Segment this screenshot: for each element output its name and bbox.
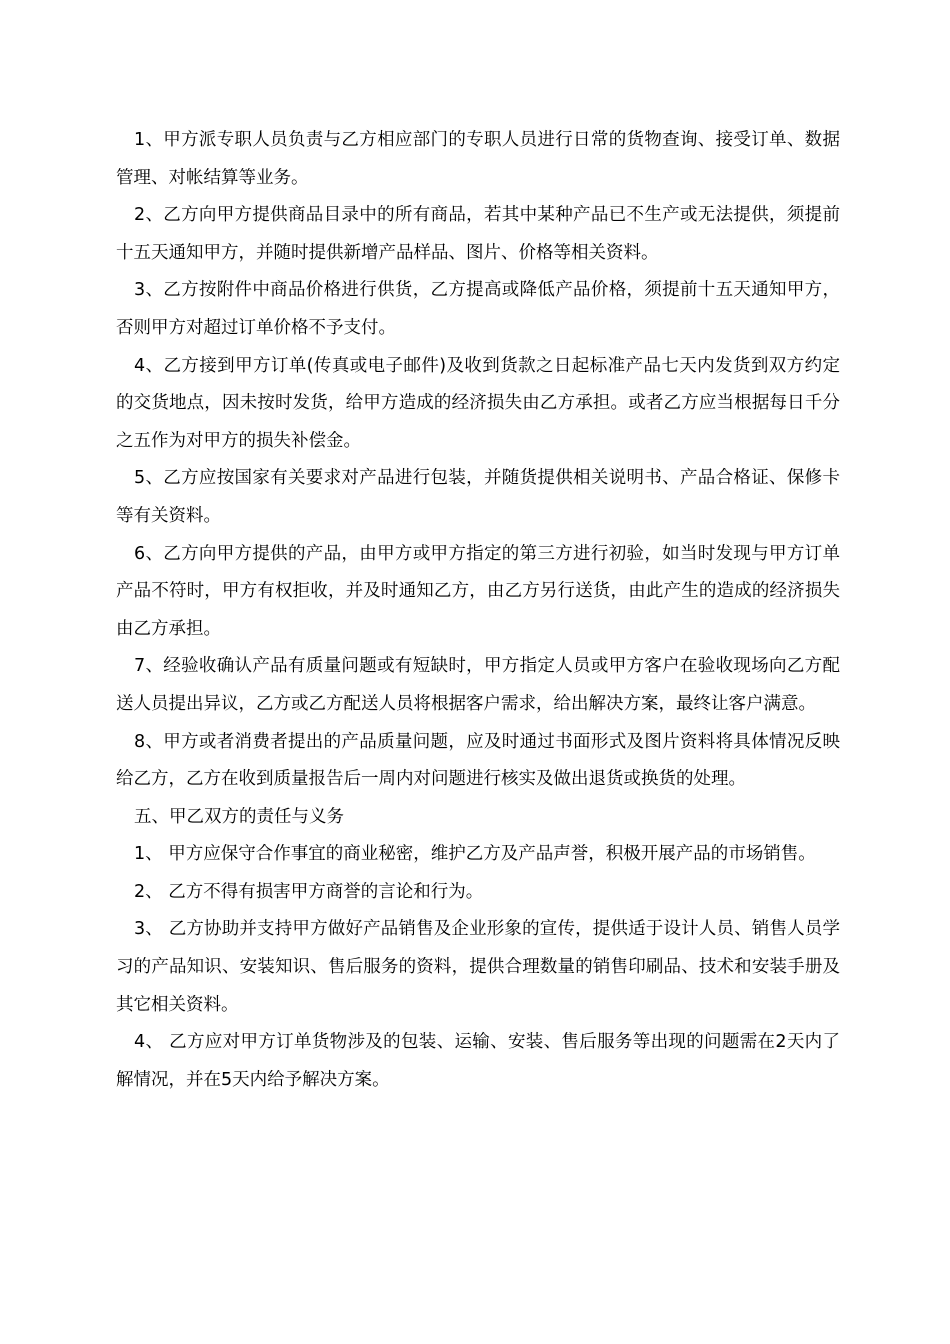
section-heading: 五、甲乙双方的责任与义务 — [134, 806, 344, 827]
clause-8: 8、甲方或者消费者提出的产品质量问题，应及时通过书面形式及图片资料将具体情况反映给乙方，乙方在收到质量报告后一周内对问题进行核实及做出退货或换货的处理。 — [116, 731, 840, 790]
clause-2: 2、乙方向甲方提供商品目录中的所有商品，若其中某种产品已不生产或无法提供，须提前十五天通知甲方，并随时提供新增产品样品、图片、价格等相关资料。 — [116, 205, 840, 263]
duty-2: 2、 乙方不得有损害甲方商誉的言论和行为。 — [134, 881, 484, 902]
duty-1: 1、 甲方应保守合作事宜的商业秘密，维护乙方及产品声誉，积极开展产品的市场销售。 — [134, 844, 816, 865]
duty-4: 4、 乙方应对甲方订单货物涉及的包装、运输、安装、售后服务等出现的问题需在2天内了解情况，并在5天内给予解决方案。 — [116, 1032, 840, 1090]
clause-6: 6、乙方向甲方提供的产品，由甲方或甲方指定的第三方进行初验，如当时发现与甲方订单产品不符时，甲方有权拒收，并及时通知乙方，由乙方另行送货，由此产生的造成的经济损失由乙方承担。 — [116, 543, 840, 639]
duty-3: 3、 乙方协助并支持甲方做好产品销售及企业形象的宣传，提供适于设计人员、销售人员学习的产品知识、安装知识、售后服务的资料，提供合理数量的销售印刷品、技术和安装手册及其它相关资料。 — [116, 919, 840, 1015]
document-body — [116, 122, 840, 1099]
clause-4: 4、乙方接到甲方订单(传真或电子邮件)及收到货款之日起标准产品七天内发货到双方约定的交货地点，因未按时发货，给甲方造成的经济损失由乙方承担。或者乙方应当根据每日千分之五作为对甲方的损失补偿金。 — [116, 355, 840, 451]
clause-1: 1、甲方派专职人员负责与乙方相应部门的专职人员进行日常的货物查询、接受订单、数据管理、对帐结算等业务。 — [116, 130, 840, 188]
clause-5: 5、乙方应按国家有关要求对产品进行包装，并随货提供相关说明书、产品合格证、保修卡等有关资料。 — [116, 468, 840, 526]
clause-3: 3、乙方按附件中商品价格进行供货，乙方提高或降低产品价格，须提前十五天通知甲方，否则甲方对超过订单价格不予支付。 — [116, 280, 840, 338]
clause-7: 7、经验收确认产品有质量问题或有短缺时，甲方指定人员或甲方客户在验收现场向乙方配送人员提出异议，乙方或乙方配送人员将根据客户需求，给出解决方案，最终让客户满意。 — [116, 656, 840, 714]
